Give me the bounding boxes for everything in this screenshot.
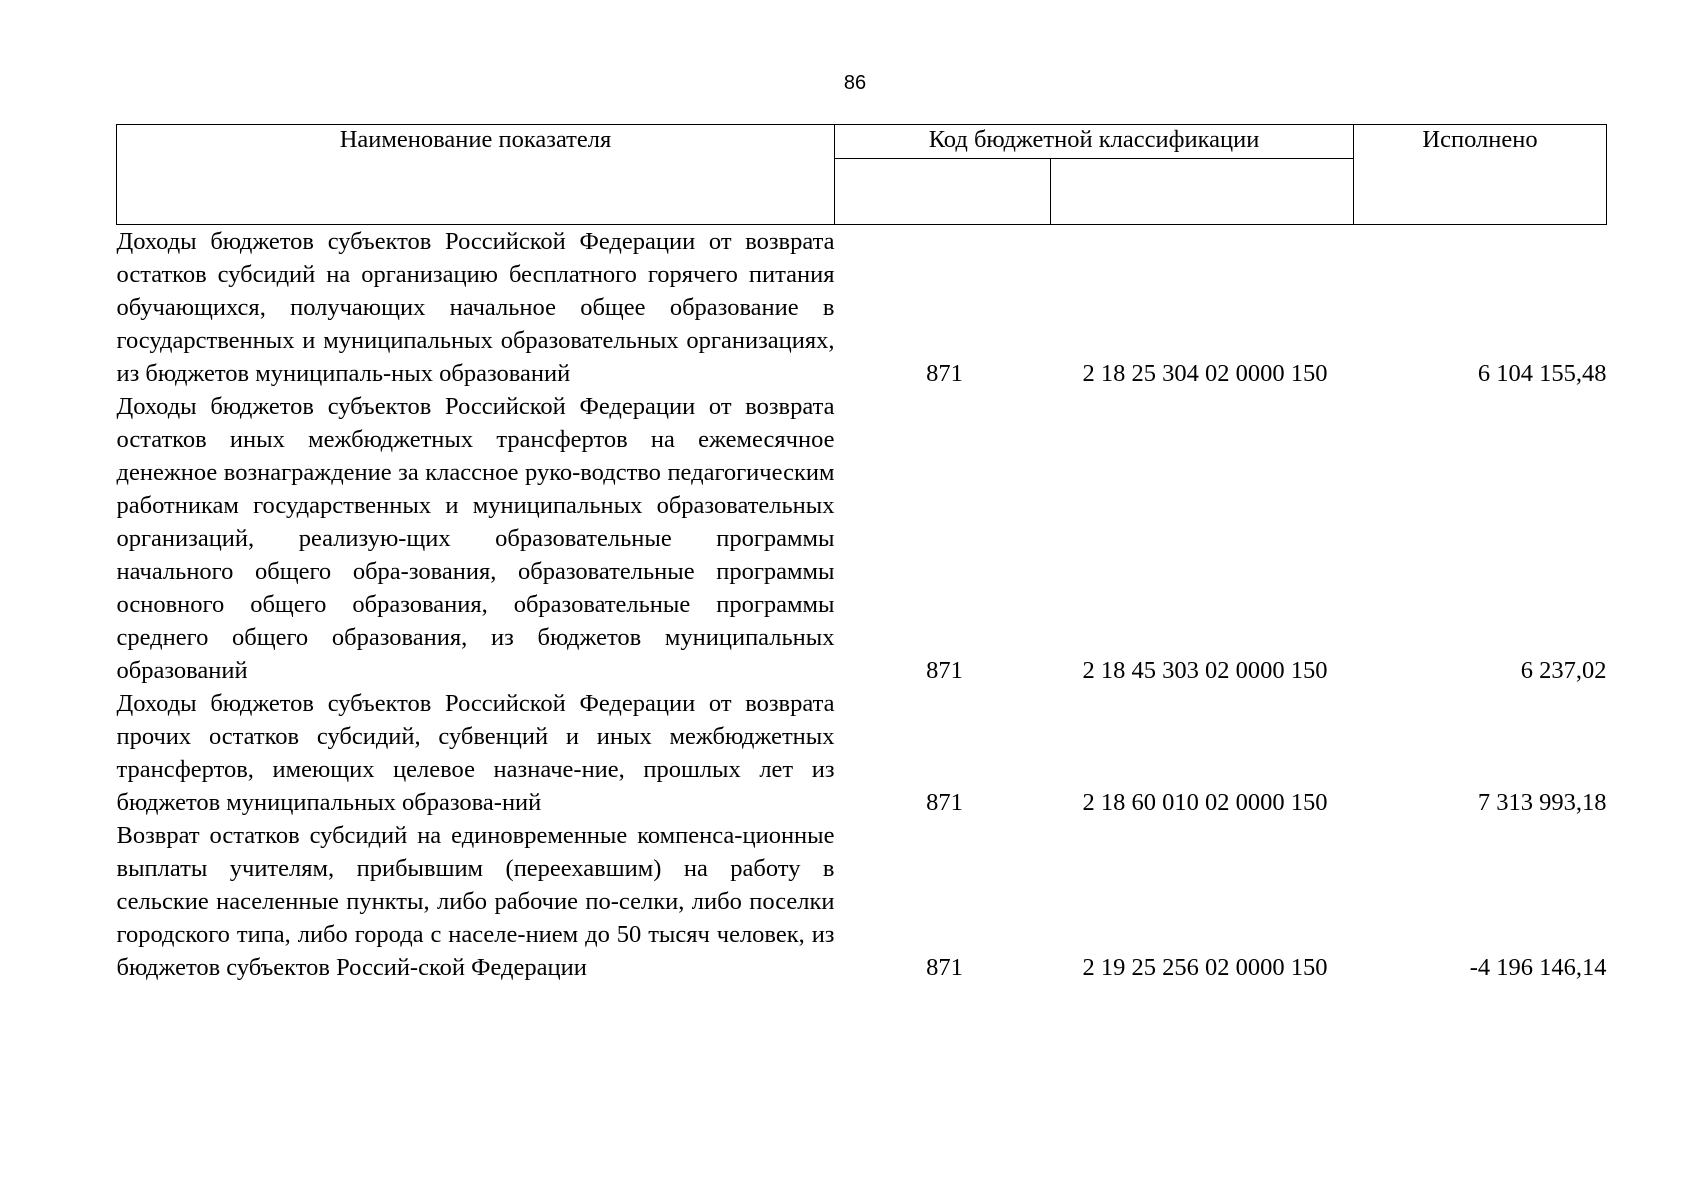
header-executed: Исполнено — [1354, 125, 1607, 225]
table-row — [117, 819, 1607, 984]
row-budget-code: 2 19 25 256 02 0000 150 — [1082, 954, 1328, 981]
row-name: Доходы бюджетов субъектов Российской Федерации от возврата остатков субсидий на организацию бесплатного горячего питания обучающихся, получающих начальное общее образование в государственных и муниципальных образовательных организациях, из бюджетов муниципаль-ных образований — [116, 228, 835, 387]
table-row — [117, 390, 1607, 687]
row-admin-code: 871 — [926, 954, 963, 981]
row-amount: 7 313 993,18 — [1477, 789, 1607, 816]
row-amount: 6 104 155,48 — [1477, 360, 1607, 387]
row-amount: -4 196 146,14 — [1469, 954, 1607, 981]
header-code: Код бюджетной классификации — [835, 125, 1354, 159]
budget-table — [116, 124, 1607, 984]
row-amount: 6 237,02 — [1520, 657, 1607, 684]
page-number: 86 — [843, 72, 867, 94]
header-name: Наименование показателя — [117, 125, 835, 225]
table-row — [117, 687, 1607, 819]
row-admin-code: 871 — [926, 789, 963, 816]
row-name: Доходы бюджетов субъектов Российской Федерации от возврата прочих остатков субсидий, субвенций и иных межбюджетных трансфертов, имеющих целевое назначе-ние, прошлых лет из бюджетов муниципальных образова-ний — [116, 690, 835, 816]
table-row — [117, 225, 1607, 391]
table-body — [117, 225, 1607, 985]
row-budget-code: 2 18 45 303 02 0000 150 — [1082, 657, 1328, 684]
row-name: Доходы бюджетов субъектов Российской Федерации от возврата остатков иных межбюджетных трансфертов на ежемесячное денежное вознаграждение за классное руко-водство педагогическим работникам государственных и муниципальных образовательных организаций, реализую-щих образовательные программы начального общего обра-зования, образовательные программы основного общего образования, образовательные программы среднего общего образования, из бюджетов муниципальных образований — [116, 393, 835, 684]
row-admin-code: 871 — [926, 360, 963, 387]
row-admin-code: 871 — [926, 657, 963, 684]
row-budget-code: 2 18 25 304 02 0000 150 — [1082, 360, 1328, 387]
table-header — [117, 125, 1607, 225]
header-budget-code-blank — [1051, 159, 1354, 225]
row-budget-code: 2 18 60 010 02 0000 150 — [1082, 789, 1328, 816]
row-name: Возврат остатков субсидий на единовременные компенса-ционные выплаты учителям, прибывшим (переехавшим) на работу в сельские населенные пункты, либо рабочие по-селки, либо поселки городского типа, либо города с населе-нием до 50 тысяч человек, из бюджетов субъектов Россий-ской Федерации — [116, 822, 835, 981]
header-admin-code-blank — [835, 159, 1051, 225]
